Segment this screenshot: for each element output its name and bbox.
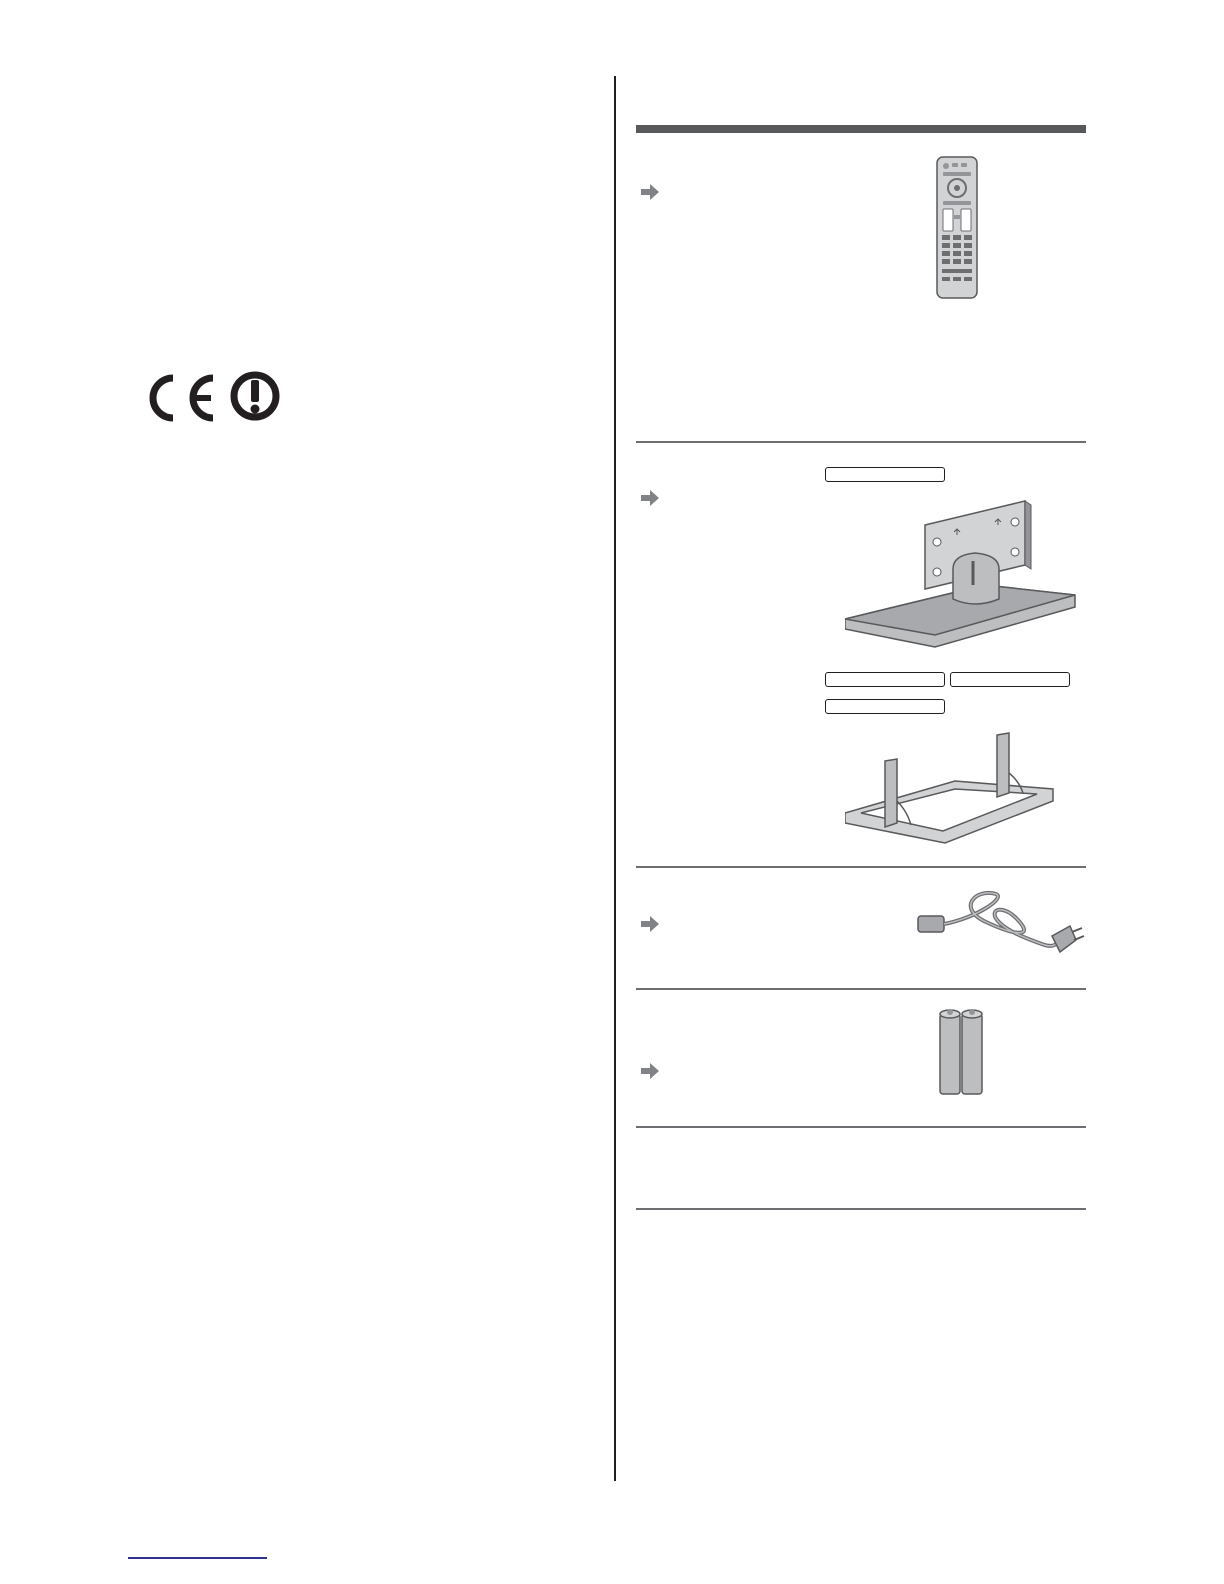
- section-header-bar: [636, 125, 1086, 133]
- model-label: [825, 699, 945, 714]
- arrow-right-icon: [641, 490, 659, 506]
- arrow-right-icon: [641, 184, 659, 200]
- pedestal-frame-image: [845, 731, 1057, 846]
- compliance-marks: [143, 370, 288, 426]
- remote-control-image: [934, 155, 980, 301]
- section-rule: [636, 441, 1086, 443]
- section-rule: [636, 988, 1086, 990]
- ce-mark-icon: [143, 370, 288, 426]
- arrow-right-icon: [641, 1063, 659, 1079]
- model-label: [950, 672, 1070, 687]
- mains-lead-image: [916, 888, 1086, 966]
- section-rule: [636, 866, 1086, 868]
- section-rule: [636, 1208, 1086, 1210]
- alert-class2-icon: [234, 375, 276, 417]
- model-label: [825, 467, 945, 482]
- arrow-right-icon: [641, 916, 659, 932]
- pedestal-bracket-image: [845, 497, 1077, 657]
- column-divider: [614, 76, 616, 1481]
- section-rule: [636, 1126, 1086, 1128]
- footer-link[interactable]: [128, 1557, 267, 1559]
- model-label: [825, 672, 945, 687]
- batteries-image: [937, 1006, 987, 1098]
